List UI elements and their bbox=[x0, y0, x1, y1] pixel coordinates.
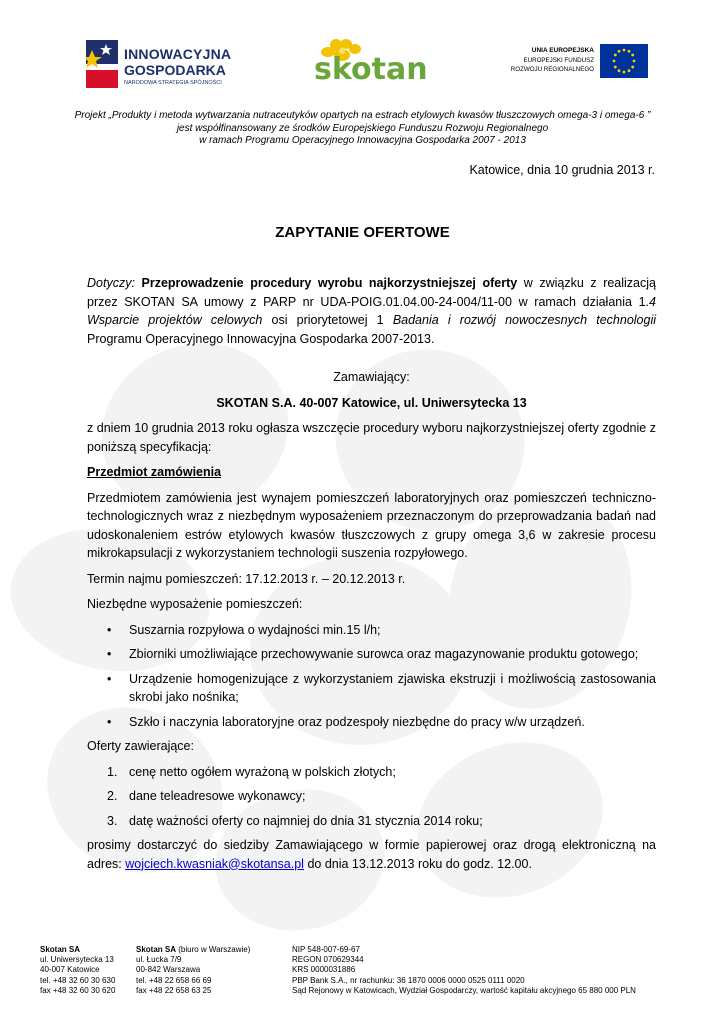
skotan-logo-text: skotan bbox=[314, 52, 428, 87]
subject-bold: Przeprowadzenie procedury wyrobu najkorzystniejszej oferty bbox=[141, 276, 518, 290]
list-number: 2. bbox=[107, 789, 118, 803]
list-item-text: Urządzenie homogenizujące z wykorzystaniem zjawiska ekstruzji i możliwością zastosowania skrobi jako nośnika; bbox=[129, 671, 656, 704]
email-link[interactable]: wojciech.kwasniak@skotansa.pl bbox=[125, 856, 304, 871]
closing-text1: prosimy dostarczyć do siedziby Zamawiającego w formie papierowej oraz drogą elektroniczną na adres: bbox=[87, 838, 656, 871]
footer-line: ul. Uniwersytecka 13 bbox=[40, 955, 114, 965]
footer-line: tel. +48 32 60 30 630 bbox=[40, 975, 116, 985]
project-note bbox=[60, 110, 665, 148]
bullet-icon: • bbox=[107, 714, 112, 729]
list-item bbox=[87, 645, 656, 664]
list-item-text: Zbiorniki umożliwiające przechowywanie surowca oraz magazynowanie produktu gotowego; bbox=[129, 647, 639, 661]
eu-logo-line3: ROZWOJU REGIONALNEGO bbox=[510, 66, 594, 73]
header-logos bbox=[0, 28, 725, 98]
footer-line: 40-007 Katowice bbox=[40, 965, 100, 975]
bullet-icon: • bbox=[107, 647, 112, 661]
equipment-label: Niezbędne wyposażenie pomieszczeń: bbox=[87, 597, 303, 611]
rental-term: Termin najmu pomieszczeń: 17.12.2013 r. – 20.12.2013 r. bbox=[87, 571, 406, 586]
subject-of-order-heading: Przedmiot zamówienia bbox=[87, 465, 222, 479]
footer-company-note: (biuro w Warszawie) bbox=[176, 945, 251, 954]
list-number: 3. bbox=[107, 813, 118, 828]
ig-logo-line3: NARODOWA STRATEGIA SPÓJNOŚCI bbox=[124, 80, 222, 86]
footer-col-warsaw-office bbox=[136, 945, 250, 996]
ig-logo-line2: GOSPODARKA bbox=[124, 62, 226, 78]
equipment-list bbox=[87, 621, 656, 732]
list-item-text: Szkło i naczynia laboratoryjne oraz podzespoły niezbędne do pracy w/w urządzeń. bbox=[129, 714, 585, 729]
footer-col-registration bbox=[292, 945, 636, 996]
footer-line: fax +48 32 60 30 620 bbox=[40, 985, 116, 995]
footer-line: PBP Bank S.A., nr rachunku: 36 1870 0006 0000 0525 0111 0020 bbox=[292, 975, 525, 985]
project-note-line2: jest współfinansowany ze środków Europejskiego Funduszu Rozwoju Regionalnego bbox=[176, 122, 549, 134]
subject-text1: w związku z realizacją przez SKOTAN SA umowy z PARP nr UDA-POIG.01.04.00-24-004/11-00 w ramach działania 1. bbox=[87, 276, 656, 309]
subject-text3: Programu Operacyjnego Innowacyjna Gospodarka 2007-2013. bbox=[87, 331, 435, 346]
footer-company-name: Skotan SA bbox=[40, 945, 81, 954]
innowacyjna-gospodarka-logo bbox=[86, 40, 256, 88]
list-item bbox=[87, 713, 656, 732]
ig-logo-line1: INNOWACYJNA bbox=[124, 46, 232, 62]
document-body bbox=[87, 274, 656, 880]
footer-line: fax +48 22 658 63 25 bbox=[136, 985, 212, 995]
list-item-text: dane teleadresowe wykonawcy; bbox=[129, 789, 306, 803]
list-number: 1. bbox=[107, 764, 118, 779]
ordering-party-label: Zamawiający: bbox=[333, 370, 410, 384]
eu-logo bbox=[506, 44, 648, 82]
subject-of-order-text: Przedmiotem zamówienia jest wynajem pomieszczeń laboratoryjnych oraz pomieszczeń techniczno-technologicznych wraz z niezbędnym wyposażeniem przeznaczonym do przeprowadzania badań nad udoskonaleniem estrów etylowych kwasów tłuszczowych z grupy omega 3,6 w zakresie procesu mikrokapsulacji z wykorzystaniem technologii suszenia rozpyłowego. bbox=[87, 490, 656, 560]
document-date: Katowice, dnia 10 grudnia 2013 r. bbox=[469, 163, 655, 177]
bullet-icon: • bbox=[107, 671, 112, 686]
project-note-line1: Projekt „Produkty i metoda wytwarzania nutraceutyków opartych na estrach etylowych kwasów tłuszczowych omega-3 i omega-6 ” bbox=[74, 110, 651, 121]
eu-logo-line2: EUROPEJSKI FUNDUSZ bbox=[523, 57, 594, 64]
ordering-party-name: SKOTAN S.A. 40-007 Katowice, ul. Uniwersytecka 13 bbox=[216, 395, 527, 410]
footer-col-headquarters bbox=[40, 945, 115, 996]
closing-text2: do dnia 13.12.2013 roku do godz. 12.00. bbox=[303, 856, 532, 871]
subject-italic1: 4 Wsparcie projektów celowych bbox=[87, 294, 656, 327]
project-note-line3: w ramach Programu Operacyjnego Innowacyjna Gospodarka 2007 - 2013 bbox=[199, 135, 526, 146]
footer-line: NIP 548-007-69-67 bbox=[292, 945, 360, 954]
list-item-text: datę ważności oferty co najmniej do dnia 31 stycznia 2014 roku; bbox=[129, 813, 483, 828]
footer-line: REGON 070629344 bbox=[292, 955, 364, 965]
ig-flag-icon bbox=[86, 40, 118, 88]
subject-label: Dotyczy: bbox=[87, 276, 135, 290]
list-item-text: cenę netto ogółem wyrażoną w polskich złotych; bbox=[129, 764, 396, 779]
footer-line: 00-842 Warszawa bbox=[136, 965, 201, 975]
subject-italic2: Badania i rozwój nowoczesnych technologii bbox=[392, 313, 657, 327]
footer-line: tel. +48 22 658 66 69 bbox=[136, 975, 212, 985]
closing-paragraph bbox=[87, 836, 656, 873]
eu-flag-icon bbox=[600, 44, 648, 78]
eu-logo-line1: UNIA EUROPEJSKA bbox=[531, 47, 594, 54]
list-item bbox=[87, 621, 656, 640]
list-item bbox=[87, 787, 656, 806]
skotan-logo bbox=[300, 38, 440, 88]
subject-text2: osi priorytetowej 1 bbox=[262, 313, 393, 327]
intro-paragraph: z dniem 10 grudnia 2013 roku ogłasza wszczęcie procedury wyboru najkorzystniejszej oferty zgodnie z poniższą specyfikacją: bbox=[87, 421, 656, 454]
footer-company-name bbox=[136, 945, 250, 955]
footer-line: ul. Łucka 7/9 bbox=[136, 955, 182, 965]
footer-company-name-bold: Skotan SA bbox=[136, 945, 177, 954]
list-item-text: Suszarnia rozpyłowa o wydajności min.15 l/h; bbox=[129, 622, 381, 637]
footer-line: KRS 0000031886 bbox=[292, 965, 356, 975]
offers-list bbox=[87, 763, 656, 831]
offers-label: Oferty zawierające: bbox=[87, 739, 194, 753]
bullet-icon: • bbox=[107, 622, 112, 637]
document-title: ZAPYTANIE OFERTOWE bbox=[275, 224, 450, 241]
list-item bbox=[87, 670, 656, 707]
list-item bbox=[87, 763, 656, 782]
subject-paragraph bbox=[87, 274, 656, 348]
footer-line: Sąd Rejonowy w Katowicach, Wydział Gospodarczy, wartość kapitału akcyjnego 65 880 000 PLN bbox=[292, 985, 636, 995]
list-item bbox=[87, 812, 656, 831]
